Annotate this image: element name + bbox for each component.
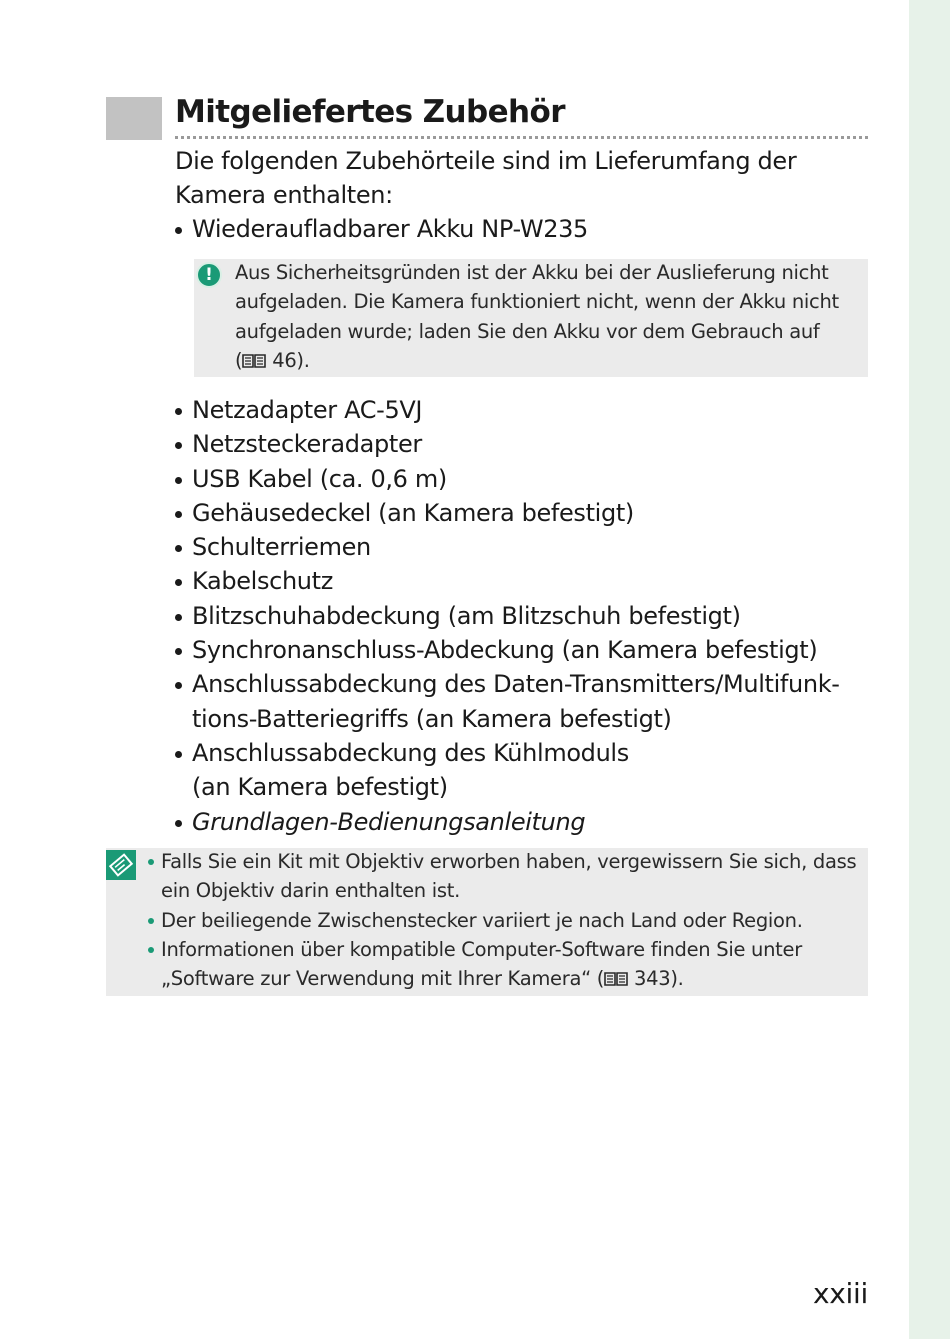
list-item: Anschlussabdeckung des Kühlmoduls (an Kamera befestigt) (175, 736, 895, 805)
heading-marker (106, 97, 162, 140)
list-item: Schulterriemen (175, 530, 895, 564)
note-item: Informationen über kompatible Computer-Software finden Sie unter „Software zur Verwendung mit Ihrer Kamera“ ( 343). (146, 935, 866, 994)
book-icon (242, 353, 266, 369)
list-item: Wiederaufladbarer Akku NP-W235 (175, 212, 895, 246)
note-item: Der beiliegende Zwischenstecker variiert je nach Land oder Region. (146, 906, 866, 935)
list-item: Netzsteckeradapter (175, 427, 895, 461)
list-item: Blitzschuhabdeckung (am Blitzschuh befestigt) (175, 599, 895, 633)
list-item: Synchronanschluss-Abdeckung (an Kamera befestigt) (175, 633, 895, 667)
caution-text: Aus Sicherheitsgründen ist der Akku bei der Auslieferung nicht aufgeladen. Die Kamera funktioniert nicht, wenn der Akku nicht aufgeladen wurde; laden Sie den Akku vor dem Gebrauch auf ( 46). (235, 261, 839, 372)
list-item: Gehäusedeckel (an Kamera befestigt) (175, 496, 895, 530)
note-item: Falls Sie ein Kit mit Objektiv erworben haben, vergewissern Sie sich, dass ein Objektiv darin enthalten ist. (146, 847, 866, 906)
list-item: Anschlussabdeckung des Daten-Transmitters/Multifunk- tions-Batteriegriffs (an Kamera befestigt) (175, 667, 895, 736)
accessory-list-top (175, 212, 895, 246)
note-list (146, 847, 866, 993)
caution-box (194, 259, 868, 377)
page-title: Mitgeliefertes Zubehör (175, 94, 565, 130)
caution-icon: ! (196, 262, 222, 288)
list-item: USB Kabel (ca. 0,6 m) (175, 462, 895, 496)
accessory-list (175, 393, 895, 839)
list-item: Grundlagen-Bedienungsanleitung (175, 805, 895, 839)
intro-text: Die folgenden Zubehörteile sind im Lieferumfang der Kamera enthalten: (175, 147, 797, 209)
list-item: Netzadapter AC-5VJ (175, 393, 895, 427)
page-number: xxiii (813, 1277, 868, 1310)
title-divider (175, 136, 868, 139)
list-item: Kabelschutz (175, 564, 895, 598)
note-box (106, 848, 868, 996)
note-icon (106, 850, 136, 880)
side-tab-strip (909, 0, 950, 1339)
book-icon (604, 971, 628, 987)
